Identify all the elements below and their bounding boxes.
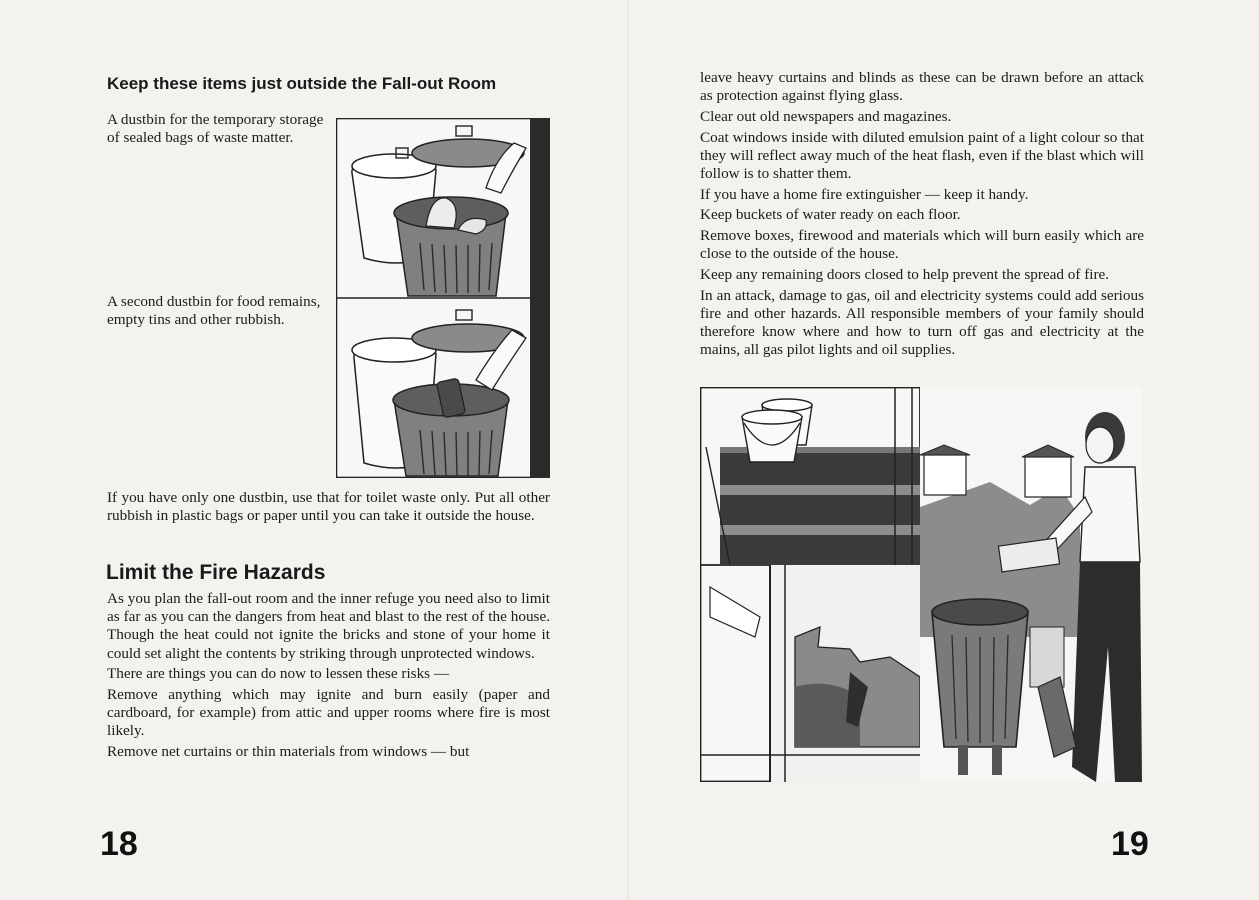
heading-fallout-items: Keep these items just outside the Fall-out Room (107, 74, 497, 93)
paragraph: Remove anything which may ignite and burn easily (paper and cardboard, for example) from attic and upper rooms where fire is most likely. (107, 686, 550, 740)
paragraph: If you have a home fire extinguisher — keep it handy. (700, 185, 1029, 203)
caption-waste-dustbin: A dustbin for the temporary storage of sealed bags of waste matter. (107, 111, 324, 147)
page-number-right: 19 (1111, 825, 1149, 863)
paragraph: If you have only one dustbin, use that for toilet waste only. Put all other rubbish in plastic bags or paper until you can take it outside the house. (107, 489, 550, 525)
page-number-left: 18 (100, 825, 138, 863)
page-19 (630, 0, 1259, 900)
paragraph: Coat windows inside with diluted emulsion paint of a light colour so that they will reflect away much of the heat flash, even if the blast which will follow is to shatter them. (700, 128, 1144, 183)
paragraph: Remove net curtains or thin materials from windows — but (107, 743, 470, 761)
man-clearing-rubbish-drawing (920, 387, 1142, 782)
fire-precautions-text (700, 69, 1144, 362)
dustbins-illustration (336, 118, 550, 478)
page-18 (0, 0, 628, 900)
paragraph: Keep buckets of water ready on each floor. (700, 206, 961, 224)
fire-precautions-illustration (700, 387, 1142, 782)
paragraph: leave heavy curtains and blinds as these can be drawn before an attack as protection against flying glass. (700, 69, 1144, 105)
paragraph: Remove boxes, firewood and materials which will burn easily which are close to the outside of the house. (700, 227, 1144, 263)
caption-food-dustbin: A second dustbin for food remains, empty tins and other rubbish. (107, 293, 321, 329)
paragraph: As you plan the fall-out room and the inner refuge you need also to limit as far as you can the dangers from heat and blast to the rest of the house. Though the heat could not ignite the bricks and stone of your home it could set alight the contents by striking through unprotected windows. (107, 590, 550, 662)
heading-fire-hazards: Limit the Fire Hazards (106, 561, 326, 584)
paragraph: In an attack, damage to gas, oil and electricity systems could add serious fire and other hazards. All responsible members of your family should therefore know where and how to turn off gas and electricity at the mains, all gas pilot lights and oil supplies. (700, 286, 1144, 359)
paragraph: There are things you can do now to lessen these risks — (107, 665, 450, 683)
dustbin-advice-paragraph (107, 489, 550, 528)
paragraph: Keep any remaining doors closed to help prevent the spread of fire. (700, 266, 1110, 284)
fire-hazards-text (107, 590, 550, 764)
paragraph: Clear out old newspapers and magazines. (700, 107, 952, 125)
